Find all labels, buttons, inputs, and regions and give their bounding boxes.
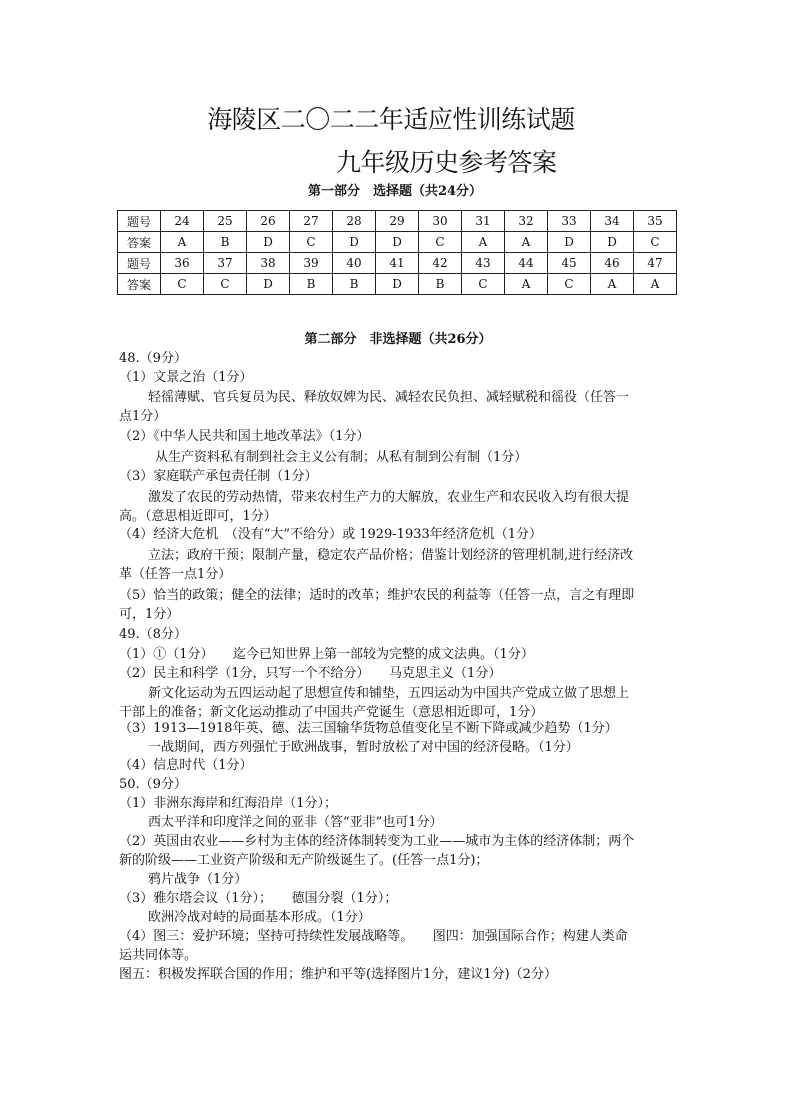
answer-table-cell: C	[290, 232, 333, 253]
answer-line: 轻徭薄赋、官兵复员为民、释放奴婢为民、减轻农民负担、减轻赋税和徭役（任答一	[148, 390, 630, 405]
answer-line: （4）信息时代（1分）	[119, 758, 253, 773]
answer-table-cell: 45	[548, 253, 591, 274]
answer-table-cell: B	[419, 274, 462, 295]
answer-line: （4）经济大危机 （没有“大”不给分）或 1929-1933年经济危机（1分）	[119, 527, 543, 542]
answer-table-cell: 32	[505, 211, 548, 232]
answer-table-cell: 26	[247, 211, 290, 232]
answer-line: 运共同体等。	[119, 948, 198, 963]
answer-table-cell: A	[462, 232, 505, 253]
answer-table-row-label: 答案	[118, 274, 161, 295]
answer-table-cell: C	[462, 274, 505, 295]
answer-table-cell: C	[419, 232, 462, 253]
answer-table-cell: 39	[290, 253, 333, 274]
part1-heading: 第一部分 选择题（共24分）	[307, 184, 483, 199]
answer-line: 鸦片战争（1分）	[148, 872, 248, 887]
answer-line: （1）非洲东海岸和红海沿岸（1分）；	[119, 796, 338, 811]
answer-line: 西太平洋和印度洋之间的亚非（答“亚非”也可1分）	[148, 815, 443, 830]
answer-line: （2）《中华人民共和国土地改革法》（1分）	[119, 429, 370, 444]
answer-table-cell: C	[204, 274, 247, 295]
answer-table-cell: 28	[333, 211, 376, 232]
answer-table-cell: 29	[376, 211, 419, 232]
answer-table-cell: 42	[419, 253, 462, 274]
answer-line: （1）文景之治（1分）	[119, 370, 253, 385]
answer-table-cell: 25	[204, 211, 247, 232]
answer-table-cell: 31	[462, 211, 505, 232]
answer-line: 革（任答一点1分）	[119, 567, 232, 582]
answer-table-cell: B	[290, 274, 333, 295]
answer-line: （3）雅尔塔会议（1分）； 德国分裂（1分）；	[119, 891, 398, 906]
answer-line: 高。（意思相近即可，1分）	[119, 509, 277, 524]
answer-table-cell: 30	[419, 211, 462, 232]
answer-table-cell: 46	[591, 253, 634, 274]
answer-table-row	[118, 253, 677, 274]
question-48-heading: 48.（9分）	[119, 351, 187, 366]
question-50-heading: 50.（9分）	[119, 777, 187, 792]
answer-line: 可，1分）	[119, 607, 180, 622]
answer-table-cell: 37	[204, 253, 247, 274]
answer-line: 从生产资料私有制到社会主义公有制；从私有制到公有制（1分）	[155, 450, 528, 465]
answer-table-cell: A	[634, 274, 677, 295]
answer-line: （2）民主和科学（1分，只写一个不给分） 马克思主义（1分）	[119, 666, 502, 681]
answer-table-cell: 24	[161, 211, 204, 232]
answer-table-cell: 41	[376, 253, 419, 274]
answer-line: （2）英国由农业——乡村为主体的经济体制转变为工业——城市为主体的经济体制；两个	[119, 834, 635, 849]
answer-table-cell: D	[247, 274, 290, 295]
answer-table-cell: 33	[548, 211, 591, 232]
question-49-heading: 49.（8分）	[119, 627, 187, 642]
document-title: 海陵区二〇二二年适应性训练试题	[207, 105, 575, 134]
answer-table-cell: 38	[247, 253, 290, 274]
answer-table-cell: B	[333, 274, 376, 295]
answer-table-row	[118, 211, 677, 232]
answer-table-cell: 43	[462, 253, 505, 274]
answer-line: 新文化运动为五四运动起了思想宣传和铺垫，五四运动为中国共产党成立做了思想上	[148, 686, 630, 701]
answer-table-cell: D	[591, 232, 634, 253]
answer-line: 欧洲冷战对峙的局面基本形成。（1分）	[148, 910, 371, 925]
answer-table-cell: D	[376, 232, 419, 253]
answer-table-cell: B	[204, 232, 247, 253]
answer-table-cell: 36	[161, 253, 204, 274]
answer-line: 一战期间，西方列强忙于欧洲战事，暂时放松了对中国的经济侵略。（1分）	[148, 740, 579, 755]
answer-table-row	[118, 274, 677, 295]
answer-line: （5）恰当的政策；健全的法律；适时的改革；维护农民的利益等（任答一点，言之有理即	[119, 588, 635, 603]
answer-table-cell: C	[548, 274, 591, 295]
answer-line: 激发了农民的劳动热情，带来农村生产力的大解放，农业生产和农民收入均有很大提	[148, 490, 630, 505]
answer-table-cell: A	[505, 232, 548, 253]
answer-table-row-label: 题号	[118, 253, 161, 274]
answer-table-row-label: 答案	[118, 232, 161, 253]
answer-line: 图五：积极发挥联合国的作用；维护和平等(选择图片1分，建议1分)（2分）	[119, 967, 557, 982]
answer-table-cell: A	[161, 232, 204, 253]
answer-line: 立法；政府干预；限制产量，稳定农产品价格；借鉴计划经济的管理机制,进行经济改	[148, 548, 634, 563]
answer-table-cell: 34	[591, 211, 634, 232]
answer-table-cell: D	[376, 274, 419, 295]
answer-table-row	[118, 232, 677, 253]
answer-table-cell: 47	[634, 253, 677, 274]
answer-table-cell: C	[634, 232, 677, 253]
document-subtitle: 九年级历史参考答案	[336, 148, 557, 177]
answer-table-cell: D	[333, 232, 376, 253]
answer-table-cell: D	[247, 232, 290, 253]
answer-line: 点1分）	[119, 409, 167, 424]
answer-table-cell: 40	[333, 253, 376, 274]
part2-heading: 第二部分 非选择题（共26分）	[304, 332, 492, 347]
answer-line: 干部上的准备；新文化运动推动了中国共产党诞生（意思相近即可，1分）	[119, 705, 544, 720]
answer-table-cell: C	[161, 274, 204, 295]
answer-line: （1）①（1分） 迄今已知世界上第一部较为完整的成文法典。（1分）	[119, 647, 534, 662]
answer-table-row-label: 题号	[118, 211, 161, 232]
answer-line: （3）1913—1918年英、德、法三国输华货物总值变化呈不断下降或减少趋势（1分）	[119, 721, 618, 736]
answer-table-cell: 27	[290, 211, 333, 232]
answer-table-cell: 44	[505, 253, 548, 274]
answer-table	[117, 210, 677, 295]
answer-line: （4）图三：爱护环境；坚持可持续性发展战略等。 图四：加强国际合作；构建人类命	[119, 929, 628, 944]
answer-table-cell: 35	[634, 211, 677, 232]
answer-table-cell: A	[591, 274, 634, 295]
answer-line: 新的阶级——工业资产阶级和无产阶级诞生了。(任答一点1分)；	[119, 853, 489, 868]
answer-line: （3）家庭联产承包责任制（1分）	[119, 469, 318, 484]
answer-table-cell: A	[505, 274, 548, 295]
answer-table-cell: D	[548, 232, 591, 253]
